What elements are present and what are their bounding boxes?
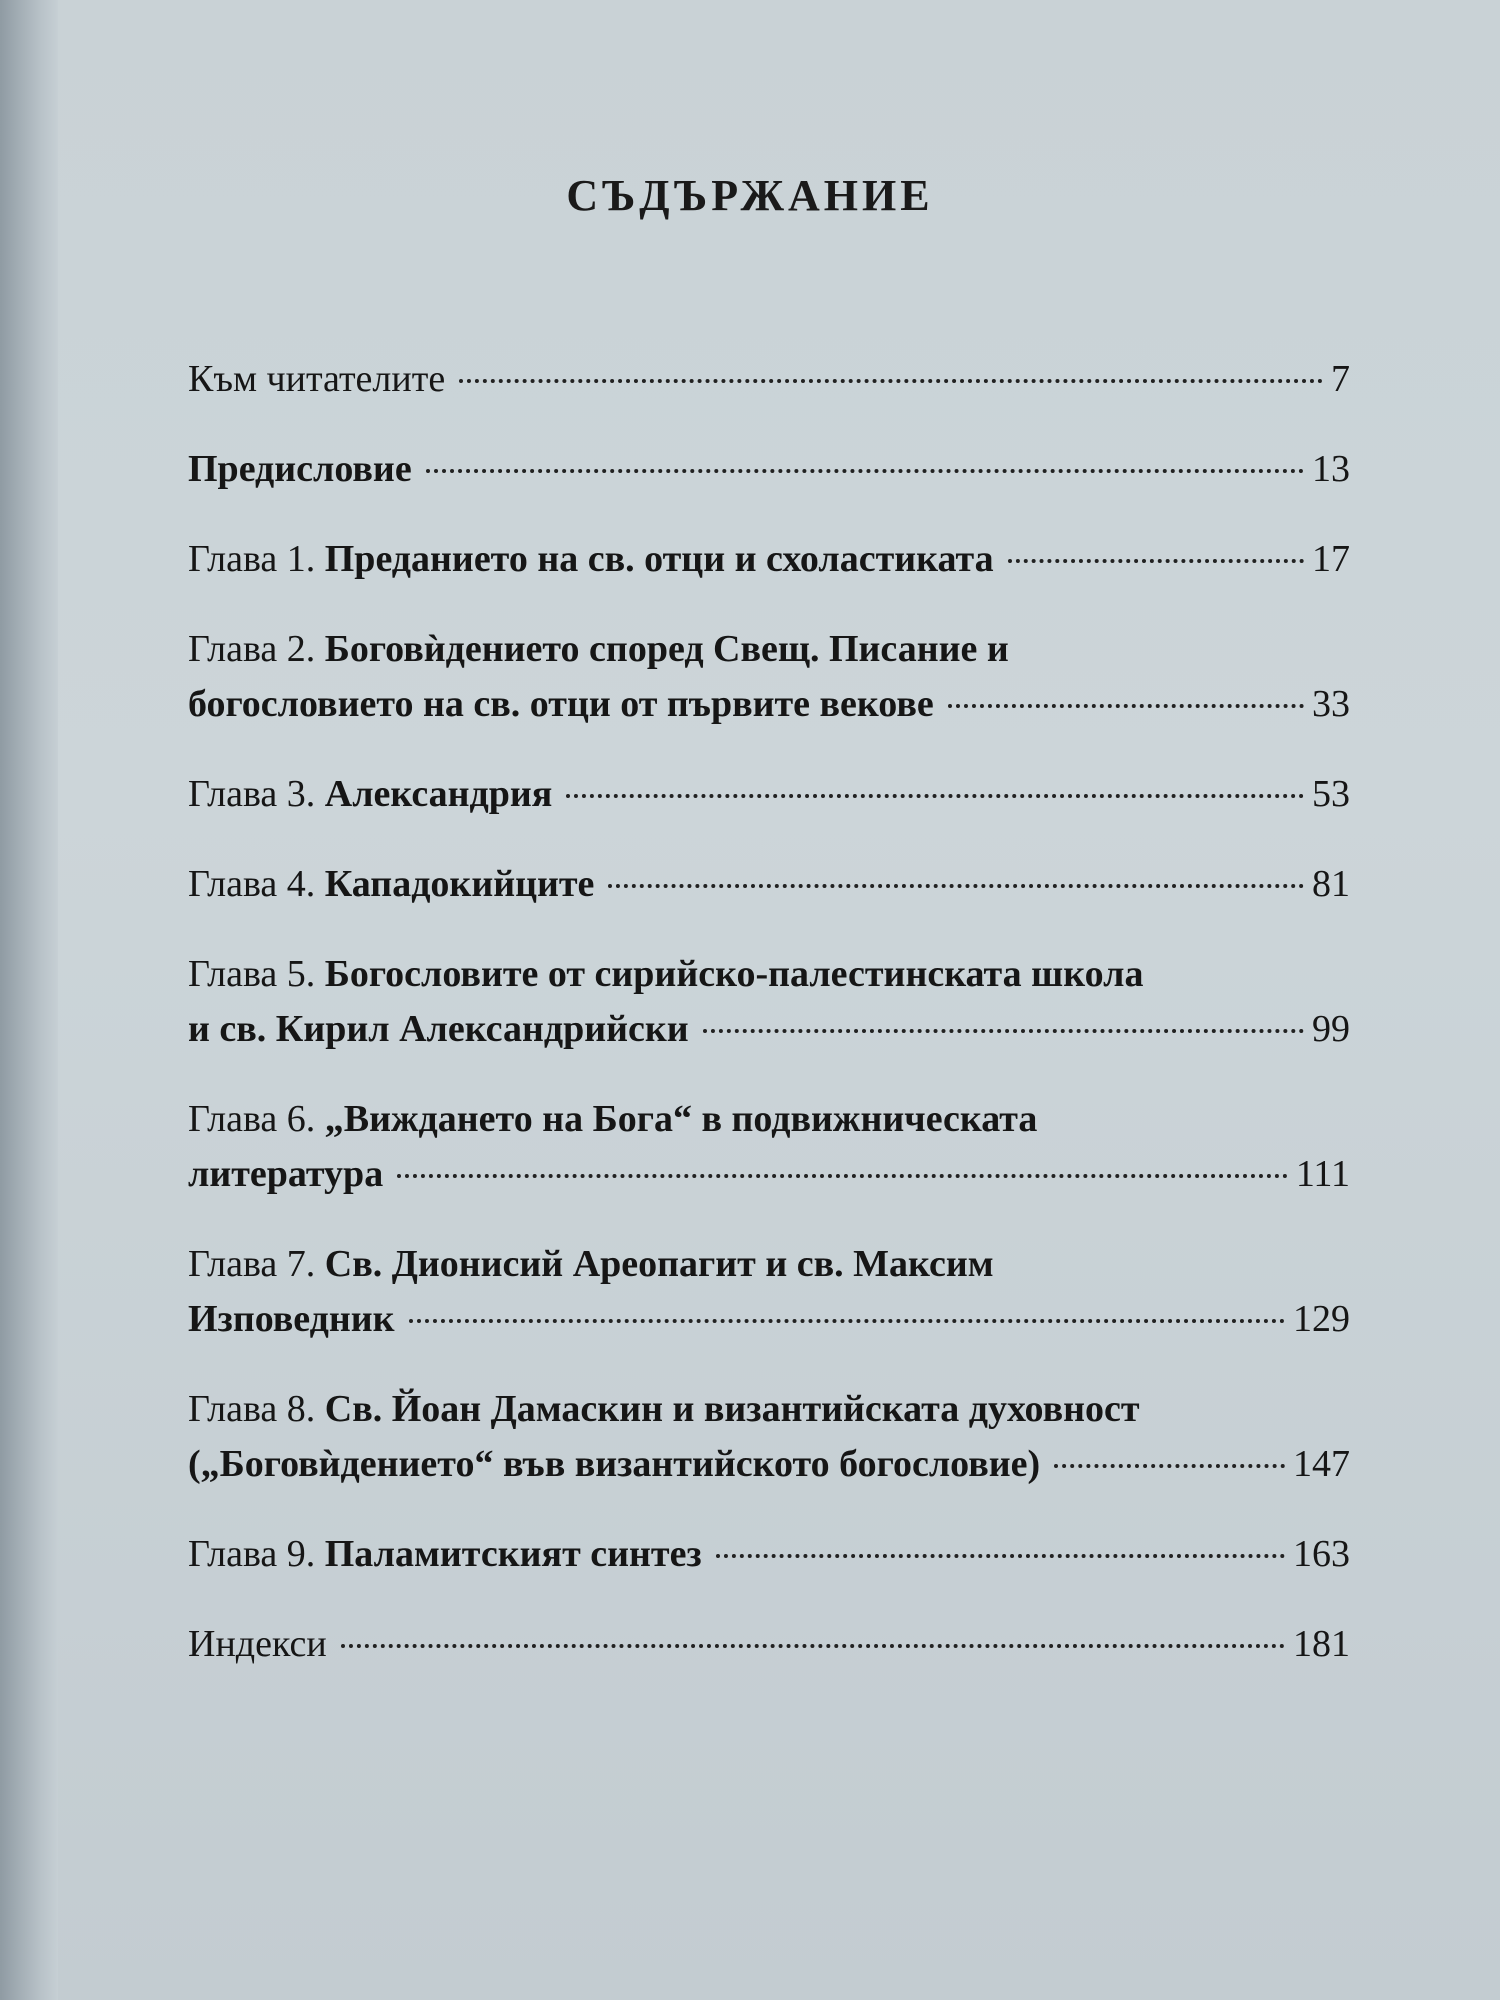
dot-leader [426, 469, 1304, 473]
entry-spacer [188, 732, 1350, 767]
toc-entry-title [188, 947, 1143, 1002]
toc-entry [188, 1382, 1350, 1492]
page-binding-edge [0, 0, 58, 2000]
page-number: 99 [1312, 1008, 1350, 1050]
chapter-label: Глава 5. [188, 953, 325, 995]
toc-entry-line [188, 767, 1350, 822]
toc-entry [188, 352, 1350, 407]
toc-entry-title [188, 1292, 395, 1347]
page-number: 17 [1312, 538, 1350, 580]
chapter-title-text: Св. Дионисий Ареопагит и св. Максим [324, 1243, 994, 1285]
dot-leader [703, 1029, 1304, 1033]
toc-entry-title [188, 677, 934, 732]
toc-entry-line [188, 1002, 1350, 1057]
toc-entry-line [188, 857, 1350, 912]
dot-leader [1054, 1464, 1285, 1468]
toc-entry-title [188, 1147, 383, 1202]
entry-spacer [188, 587, 1350, 622]
entry-spacer [188, 1057, 1350, 1092]
page-number: 129 [1293, 1298, 1350, 1340]
dot-leader [409, 1319, 1285, 1323]
page-number: 33 [1312, 683, 1350, 725]
dot-leader [341, 1644, 1285, 1648]
chapter-title-text: литература [188, 1153, 384, 1195]
chapter-title-text: и св. Кирил Александрийски [188, 1008, 689, 1050]
toc-entry-line [188, 1382, 1350, 1437]
toc-entry-title [188, 532, 994, 587]
toc-entry-line [188, 622, 1350, 677]
toc-entry [188, 1237, 1350, 1347]
toc-entry-line [188, 1092, 1350, 1147]
page-number: 53 [1312, 773, 1350, 815]
toc-entry-title [188, 1237, 994, 1292]
toc-entry [188, 532, 1350, 587]
chapter-title-text: Към читателите [188, 358, 446, 400]
chapter-title-text: Предисловие [188, 448, 412, 490]
chapter-title-text: Кападокийците [324, 863, 595, 905]
chapter-title-text: богословието на св. отци от първите векове [188, 683, 934, 725]
chapter-title-text: Св. Йоан Дамаскин и византийската духовност [324, 1388, 1140, 1430]
toc-entry-line [188, 1527, 1350, 1582]
page-number: 181 [1293, 1623, 1350, 1665]
toc-entry-line [188, 442, 1350, 497]
toc-entry [188, 442, 1350, 497]
toc-entry [188, 622, 1350, 732]
chapter-label: Глава 3. [188, 773, 325, 815]
toc-entry [188, 1092, 1350, 1202]
toc-entry-title [188, 1002, 689, 1057]
chapter-title-text: Боговѝдението според Свещ. Писание и [324, 628, 1009, 670]
page-number: 163 [1293, 1533, 1350, 1575]
dot-leader [1008, 559, 1304, 563]
toc-entry-line [188, 1617, 1350, 1672]
page-number: 81 [1312, 863, 1350, 905]
page-number: 111 [1295, 1153, 1350, 1195]
chapter-title-text: Изповедник [188, 1298, 395, 1340]
toc-entry-line [188, 532, 1350, 587]
chapter-title-text: „Вижданeто на Бога“ в подвижническата [324, 1098, 1038, 1140]
chapter-title-text: Паламитският синтез [324, 1533, 702, 1575]
page-number: 7 [1331, 358, 1350, 400]
toc-entry [188, 947, 1350, 1057]
toc-entry-title [188, 352, 445, 407]
entry-spacer [188, 1492, 1350, 1527]
toc-entry-title [188, 442, 412, 497]
entry-spacer [188, 1347, 1350, 1382]
toc-entry-title [188, 767, 552, 822]
toc-entry-title [188, 622, 1009, 677]
chapter-label: Глава 8. [188, 1388, 325, 1430]
entry-spacer [188, 912, 1350, 947]
toc-entry-line [188, 352, 1350, 407]
toc-entry-title [188, 1617, 327, 1672]
toc-entry-line [188, 677, 1350, 732]
dot-leader [397, 1174, 1288, 1178]
dot-leader [948, 704, 1304, 708]
chapter-title-text: („Боговѝдението“ във византийското богословие) [188, 1443, 1041, 1485]
entry-spacer [188, 1582, 1350, 1617]
dot-leader [566, 794, 1304, 798]
table-of-contents [188, 352, 1350, 1672]
chapter-label: Глава 1. [188, 538, 325, 580]
entry-spacer [188, 822, 1350, 857]
toc-entry-title [188, 857, 594, 912]
toc-entry [188, 1527, 1350, 1582]
chapter-label: Глава 9. [188, 1533, 325, 1575]
dot-leader [608, 884, 1304, 888]
chapter-title-text: Преданието на св. отци и схоластиката [324, 538, 994, 580]
toc-entry-line [188, 1292, 1350, 1347]
page-title: СЪДЪРЖАНИЕ [566, 171, 934, 220]
chapter-title-text: Индекси [188, 1623, 327, 1665]
toc-entry-line [188, 947, 1350, 1002]
chapter-label: Глава 7. [188, 1243, 325, 1285]
chapter-label: Глава 6. [188, 1098, 325, 1140]
dot-leader [459, 379, 1323, 383]
entry-spacer [188, 1202, 1350, 1237]
chapter-title-text: Богословите от сирийско-палестинската школа [324, 953, 1144, 995]
toc-entry-title [188, 1527, 702, 1582]
toc-entry-title [188, 1092, 1037, 1147]
chapter-title-text: Александрия [324, 773, 553, 815]
chapter-label: Глава 4. [188, 863, 325, 905]
toc-entry-title [188, 1382, 1140, 1437]
toc-entry [188, 857, 1350, 912]
page-number: 13 [1312, 448, 1350, 490]
toc-entry-line [188, 1147, 1350, 1202]
chapter-label: Глава 2. [188, 628, 325, 670]
entry-spacer [188, 407, 1350, 442]
toc-entry-title [188, 1437, 1040, 1492]
toc-entry [188, 1617, 1350, 1672]
toc-entry-line [188, 1437, 1350, 1492]
dot-leader [716, 1554, 1285, 1558]
entry-spacer [188, 497, 1350, 532]
page-number: 147 [1293, 1443, 1350, 1485]
toc-entry-line [188, 1237, 1350, 1292]
toc-entry [188, 767, 1350, 822]
